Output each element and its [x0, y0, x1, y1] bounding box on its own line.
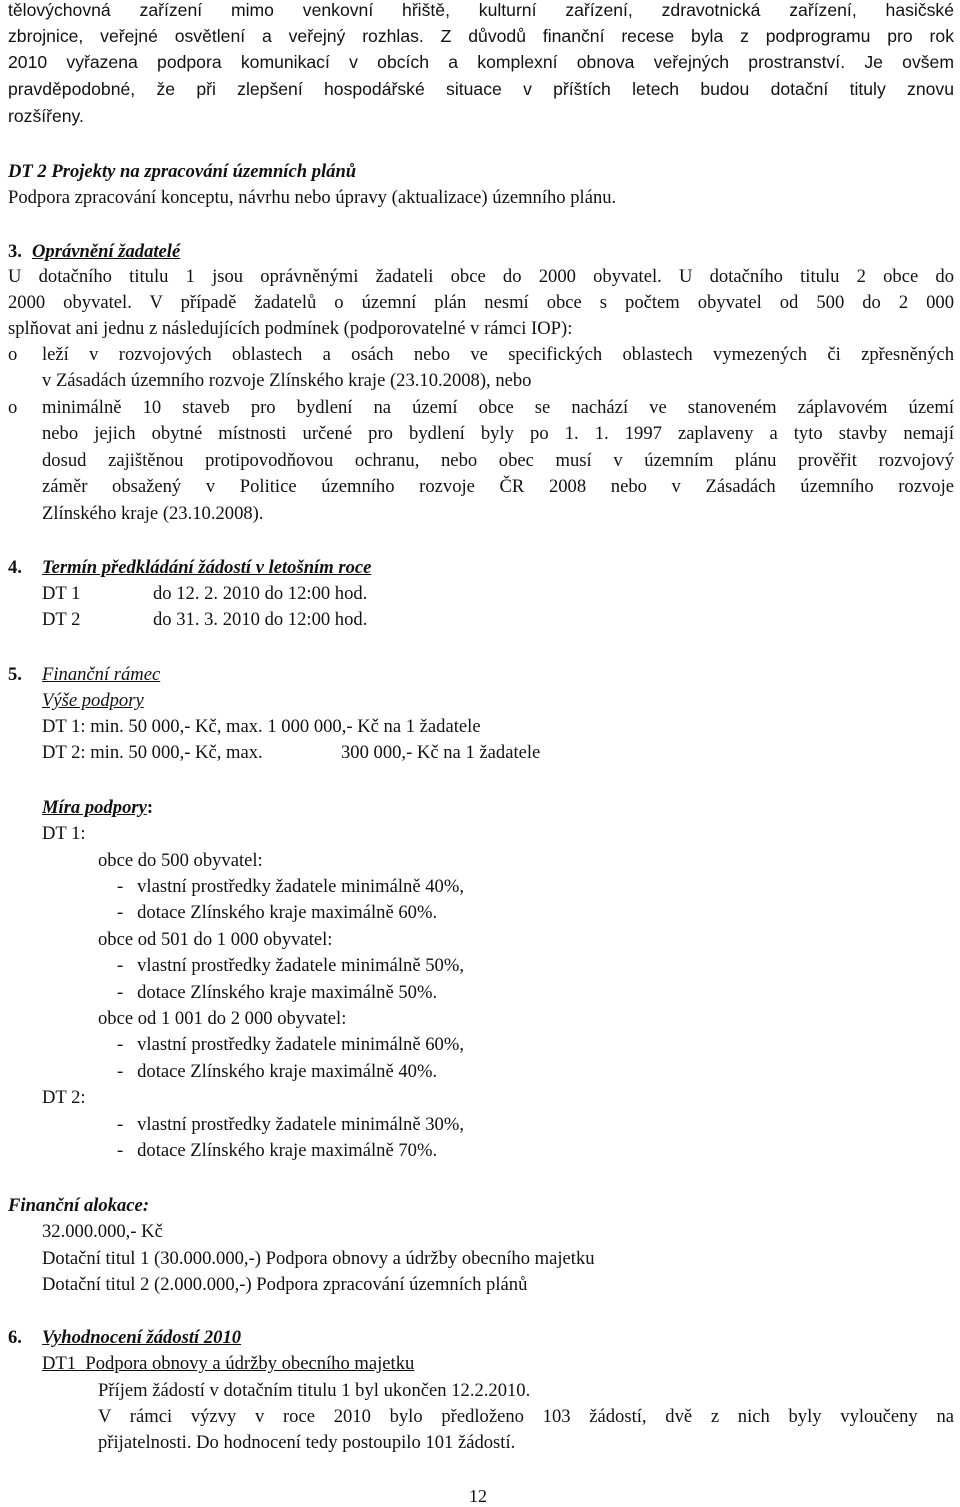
mira-podpory-title: [42, 799, 153, 818]
section3-line-2: 2000 obyvatel. V případě žadatelů o územní plán nesmí obce s počtem obyvatel od 500 do 2 000: [8, 292, 954, 313]
group3-item-subsidy: - dotace Zlínského kraje maximálně 40%.: [117, 1061, 438, 1082]
group3-title: obce od 1 001 do 2 000 obyvatel:: [98, 1008, 347, 1029]
group4-item-subsidy: - dotace Zlínského kraje maximálně 70%.: [117, 1140, 438, 1161]
vyse-dt2-b: 300 000,- Kč na 1 žadatele: [341, 742, 541, 763]
bullet2-line-3: dosud zajištěnou protipovodňovou ochranu, nebo obec musí v územním plánu prověřit rozvojový: [42, 450, 954, 471]
group1-item-own: - vlastní prostředky žadatele minimálně 40%,: [117, 876, 464, 897]
alokace-title1: Dotační titul 1 (30.000.000,-) Podpora obnovy a údržby obecního majetku: [42, 1248, 595, 1269]
alokace-title2: Dotační titul 2 (2.000.000,-) Podpora zpracování územních plánů: [42, 1274, 528, 1295]
section4-title: Termín předkládání žádostí v letošním roce: [42, 557, 372, 578]
bullet2-line-2: nebo jejich obytné místnosti určené pro bydlení byly po 1. 1. 1997 zaplaveny a tyto stavby nemají: [42, 423, 954, 444]
intro-line-2: zbrojnice, veřejné osvětlení a veřejný rozhlas. Z důvodů finanční recese byla z podprogramu pro rok: [8, 26, 954, 46]
vyse-dt2-a: DT 2: min. 50 000,- Kč, max.: [42, 742, 263, 763]
mira-title-colon: :: [146, 797, 154, 818]
deadline-dt2-value: do 31. 3. 2010 do 12:00 hod.: [153, 609, 368, 630]
mira-dt2-label: DT 2:: [42, 1087, 86, 1108]
group2-item-own: - vlastní prostředky žadatele minimálně 50%,: [117, 955, 464, 976]
group4-item-own: - vlastní prostředky žadatele minimálně 30%,: [117, 1114, 464, 1135]
group2-title: obce od 501 do 1 000 obyvatel:: [98, 929, 333, 950]
bullet2-line-4: záměr obsažený v Politice územního rozvoje ČR 2008 nebo v Zásadách územního rozvoje: [42, 476, 954, 497]
section6-line-3: přijatelnosti. Do hodnocení tedy postoupilo 101 žádostí.: [98, 1432, 516, 1453]
section6-line-1: Příjem žádostí v dotačním titulu 1 byl ukončen 12.2.2010.: [98, 1380, 531, 1401]
intro-line-3: 2010 vyřazena podpora komunikací v obcích a komplexní obnova veřejných prostranství. Je ovšem: [8, 52, 954, 72]
section3-line-3: splňovat ani jednu z následujících podmínek (podporovatelné v rámci IOP):: [8, 318, 573, 339]
group1-title: obce do 500 obyvatel:: [98, 850, 263, 871]
bullet2-line-1: minimálně 10 staveb pro bydlení na území obce se nachází ve stanoveném záplavovém území: [42, 397, 954, 418]
intro-line-5: rozšířeny.: [8, 106, 84, 126]
intro-line-4: pravděpodobné, že při zlepšení hospodářské situace v příštích letech budou dotační tituly znovu: [8, 79, 954, 99]
section3-number: 3.: [8, 241, 22, 262]
section3-title: Oprávnění žadatelé: [32, 241, 181, 262]
section3-line-1: U dotačního titulu 1 jsou oprávněnými žadateli obce do 2000 obyvatel. U dotačního titulu 2 obce do: [8, 266, 954, 287]
vyse-dt1: DT 1: min. 50 000,- Kč, max. 1 000 000,- Kč na 1 žadatele: [42, 716, 481, 737]
section6-line-2: V rámci výzvy v roce 2010 bylo předloženo 103 žádostí, dvě z nich byly vyloučeny na: [98, 1406, 954, 1427]
section6-subtitle: DT1 Podpora obnovy a údržby obecního majetku: [42, 1353, 415, 1374]
dt2-text: Podpora zpracování konceptu, návrhu nebo úpravy (aktualizace) územního plánu.: [8, 187, 617, 208]
mira-title-text: Míra podpory: [42, 797, 147, 818]
section6-number: 6.: [8, 1327, 22, 1348]
page-number: 12: [469, 1486, 487, 1506]
group3-item-own: - vlastní prostředky žadatele minimálně 60%,: [117, 1034, 464, 1055]
bullet-marker-1: o: [8, 344, 18, 365]
deadline-dt1-value: do 12. 2. 2010 do 12:00 hod.: [153, 583, 368, 604]
section5-number: 5.: [8, 664, 22, 685]
alokace-title: Finanční alokace:: [8, 1195, 150, 1216]
group1-item-subsidy: - dotace Zlínského kraje maximálně 60%.: [117, 902, 438, 923]
section4-number: 4.: [8, 557, 22, 578]
dt2-heading: DT 2 Projekty na zpracování územních plánů: [8, 161, 357, 182]
alokace-total: 32.000.000,- Kč: [42, 1221, 163, 1242]
section5-title: Finanční rámec: [42, 664, 161, 685]
section6-title: Vyhodnocení žádostí 2010: [42, 1327, 242, 1348]
bullet-marker-2: o: [8, 397, 18, 418]
deadline-dt1-label: DT 1: [42, 583, 81, 604]
bullet2-line-5: Zlínského kraje (23.10.2008).: [42, 503, 264, 524]
deadline-dt2-label: DT 2: [42, 609, 81, 630]
mira-dt1-label: DT 1:: [42, 823, 86, 844]
vyse-podpory-title: Výše podpory: [42, 690, 144, 711]
bullet1-line-1: leží v rozvojových oblastech a osách nebo ve specifických oblastech vymezených či zpřesněných: [42, 344, 954, 365]
bullet1-line-2: v Zásadách územního rozvoje Zlínského kraje (23.10.2008), nebo: [42, 370, 532, 391]
group2-item-subsidy: - dotace Zlínského kraje maximálně 50%.: [117, 982, 438, 1003]
intro-line-1: tělovýchovná zařízení mimo venkovní hřiště, kulturní zařízení, zdravotnická zařízení, hasičské: [8, 0, 954, 20]
